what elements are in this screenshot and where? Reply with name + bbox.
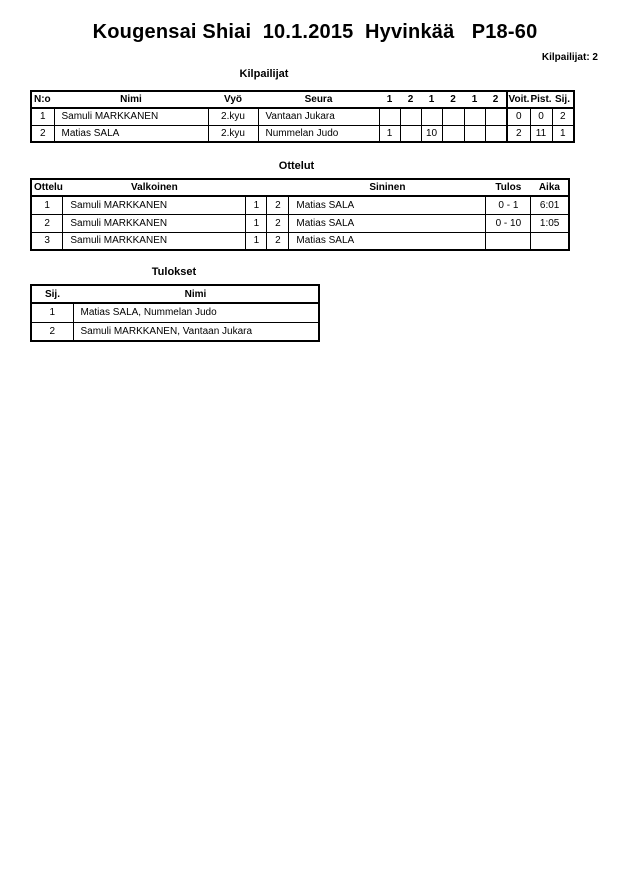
cell-score: 10	[421, 125, 442, 142]
cell-points: 0	[530, 108, 552, 125]
header-time: Aika	[531, 179, 569, 196]
cell-wins: 0	[507, 108, 530, 125]
cell-score	[442, 108, 464, 125]
results-table	[30, 284, 320, 342]
matches-heading: Ottelut	[278, 160, 315, 172]
cell-match: 3	[31, 232, 63, 250]
table-row	[31, 108, 574, 125]
cell-time	[531, 232, 569, 250]
cell-white-name: Samuli MARKKANEN	[63, 214, 246, 232]
cell-score	[400, 108, 421, 125]
header-name: Nimi	[54, 91, 208, 108]
competitors-table	[30, 90, 575, 143]
header-belt: Vyö	[208, 91, 258, 108]
cell-score	[464, 108, 485, 125]
cell-time: 6:01	[531, 196, 569, 214]
cell-score	[464, 125, 485, 142]
cell-score	[421, 108, 442, 125]
cell-points: 11	[530, 125, 552, 142]
cell-club: Nummelan Judo	[258, 125, 379, 142]
cell-wins: 2	[507, 125, 530, 142]
header-round: 1	[379, 91, 400, 108]
header-place: Sij.	[552, 91, 574, 108]
header-match: Ottelu	[31, 179, 63, 196]
cell-place: 2	[552, 108, 574, 125]
header-blue-no	[267, 179, 289, 196]
cell-white-name: Samuli MARKKANEN	[63, 196, 246, 214]
cell-white-name: Samuli MARKKANEN	[63, 232, 246, 250]
table-row	[31, 322, 319, 341]
cell-white-no: 1	[246, 196, 267, 214]
header-white: Valkoinen	[63, 179, 246, 196]
cell-place: 1	[31, 303, 73, 322]
cell-score	[400, 125, 421, 142]
cell-name: Matias SALA	[54, 125, 208, 142]
cell-score: 1	[379, 125, 400, 142]
cell-match: 2	[31, 214, 63, 232]
header-no: N:o	[31, 91, 54, 108]
cell-blue-name: Matias SALA	[289, 214, 486, 232]
header-round: 2	[442, 91, 464, 108]
header-round: 2	[485, 91, 507, 108]
header-round: 2	[400, 91, 421, 108]
header-club: Seura	[258, 91, 379, 108]
cell-score	[485, 108, 507, 125]
cell-white-no: 1	[246, 214, 267, 232]
table-header-row	[31, 91, 574, 108]
table-row	[31, 303, 319, 322]
competitor-count: Kilpailijat: 2	[541, 52, 598, 63]
cell-blue-name: Matias SALA	[289, 196, 486, 214]
cell-blue-name: Matias SALA	[289, 232, 486, 250]
cell-result: 0 - 10	[486, 214, 531, 232]
table-row	[31, 232, 569, 250]
table-row	[31, 214, 569, 232]
header-wins: Voit.	[507, 91, 530, 108]
header-result: Tulos	[486, 179, 531, 196]
cell-blue-no: 2	[267, 232, 289, 250]
cell-blue-no: 2	[267, 196, 289, 214]
cell-belt: 2.kyu	[208, 125, 258, 142]
cell-time: 1:05	[531, 214, 569, 232]
header-blue: Sininen	[289, 179, 486, 196]
cell-score	[485, 125, 507, 142]
cell-match: 1	[31, 196, 63, 214]
cell-score	[379, 108, 400, 125]
cell-result: 0 - 1	[486, 196, 531, 214]
cell-name: Matias SALA, Nummelan Judo	[73, 303, 319, 322]
cell-name: Samuli MARKKANEN, Vantaan Jukara	[73, 322, 319, 341]
header-round: 1	[464, 91, 485, 108]
cell-place: 1	[552, 125, 574, 142]
cell-club: Vantaan Jukara	[258, 108, 379, 125]
matches-table	[30, 178, 570, 251]
header-place: Sij.	[31, 285, 73, 303]
cell-no: 2	[31, 125, 54, 142]
results-heading: Tulokset	[151, 266, 197, 278]
header-name: Nimi	[73, 285, 319, 303]
cell-no: 1	[31, 108, 54, 125]
cell-blue-no: 2	[267, 214, 289, 232]
header-white-no	[246, 179, 267, 196]
cell-place: 2	[31, 322, 73, 341]
table-row	[31, 125, 574, 142]
table-header-row	[31, 285, 319, 303]
cell-name: Samuli MARKKANEN	[54, 108, 208, 125]
cell-belt: 2.kyu	[208, 108, 258, 125]
cell-result	[486, 232, 531, 250]
cell-score	[442, 125, 464, 142]
table-header-row	[31, 179, 569, 196]
competitors-heading: Kilpailijat	[239, 68, 289, 80]
header-points: Pist.	[530, 91, 552, 108]
cell-white-no: 1	[246, 232, 267, 250]
page-title: Kougensai Shiai 10.1.2015 Hyvinkää P18-60	[92, 21, 538, 43]
header-round: 1	[421, 91, 442, 108]
table-row	[31, 196, 569, 214]
